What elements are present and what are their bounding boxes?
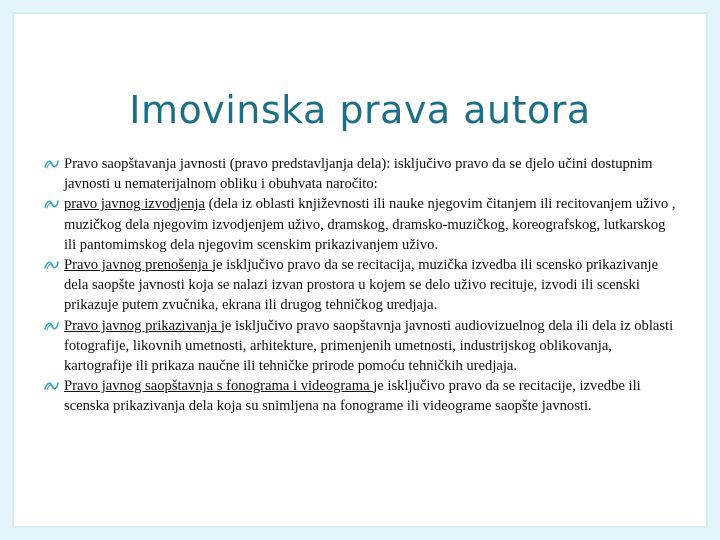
bullet-text: (dela iz oblasti književnosti ili nauke njegovim čitanjem ili recitovanjem uživo , muzičkog dela njegovim izvodjenjem uživo, dramskog, dramsko-muzičkog, koreografskog, lutkarskog ili pantomimskog dela njegovim scenskim prikazivanjem uživo. <box>64 196 676 253</box>
ribbon-bullet-icon <box>44 199 59 209</box>
bullet-text: : isključivo pravo da se djelo učini dostupnim javnosti u nematerijalnom obliku i obuhvata naročito: <box>64 156 653 193</box>
bullet-item <box>44 255 680 316</box>
ribbon-bullet-icon <box>44 321 59 331</box>
bullet-item <box>44 316 680 377</box>
bullet-text: je isključivo pravo da se recitacije, izvedbe ili scenska prikazivanja dela koja su snimljena na fonograme ili videograme saopšte javnosti. <box>64 378 641 415</box>
bullet-term: Pravo javnog prenošenja <box>64 257 212 274</box>
ribbon-bullet-icon <box>44 381 59 391</box>
slide-title: Imovinska prava autora <box>129 88 591 132</box>
bullet-term: Pravo javnog prikazivanja <box>64 317 221 334</box>
bullet-text: je isključivo pravo da se recitacija, muzička izvedba ili scensko prikazivanje dela saopšte javnosti koja se nalazi izvan prostora u kojem se delo uživo recituje, izvodi ili scenski prikazuje putem zvučnika, ekrana ili drugog tehničkog uredjaja. <box>64 257 659 314</box>
bullet-item <box>44 194 680 255</box>
bullet-text: je isključivo pravo saopštavnja javnosti audiovizuelnog dela ili dela iz oblasti fotografije, likovnih umetnosti, arhitekture, primenjenih umetnosti, industrijskog oblikovanja, kartografije ili prikaza naučne ili tehničke prirode pomoću tehničkih uredjaja. <box>64 317 674 375</box>
bullet-list <box>44 154 680 417</box>
ribbon-bullet-icon <box>44 159 59 169</box>
bullet-term: Pravo javnog saopštavnja s fonograma i videograma <box>64 378 374 395</box>
bullet-term: pravo javnog izvodjenja <box>64 196 206 213</box>
bullet-item <box>44 376 680 416</box>
bullet-text: Pravo saopštavanja javnosti (pravo predstavljanja dela) <box>64 156 387 172</box>
bullet-item <box>44 154 680 194</box>
ribbon-bullet-icon <box>44 260 59 270</box>
